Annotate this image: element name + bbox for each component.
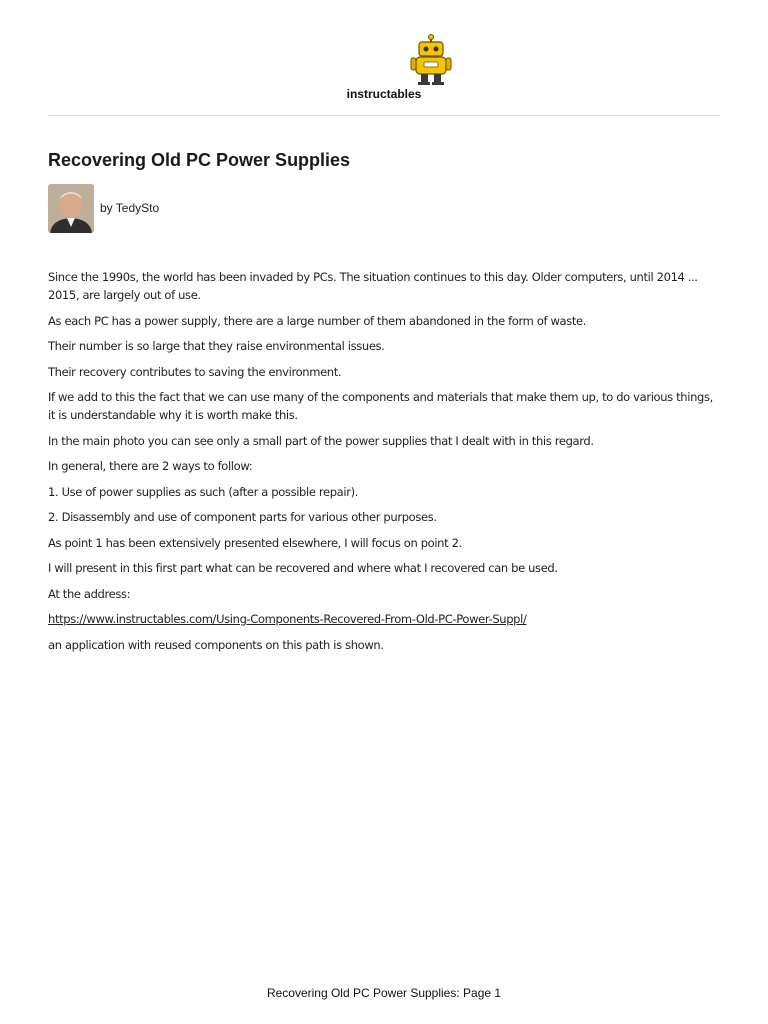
link-paragraph bbox=[48, 610, 720, 628]
paragraph: In the main photo you can see only a small part of the power supplies that I dealt with in this regard. bbox=[48, 433, 594, 448]
logo-wordmark[interactable]: instructables bbox=[346, 87, 422, 101]
paragraph: If we add to this the fact that we can use many of the components and materials that make them up, to do various things, it is understandable why it is worth make this. bbox=[48, 390, 713, 422]
article-body bbox=[48, 268, 720, 661]
paragraph: At the address: bbox=[48, 586, 131, 601]
instructables-link[interactable]: https://www.instructables.com/Using-Components-Recovered-From-Old-PC-Power-Suppl/ bbox=[48, 612, 527, 626]
paragraph: 1. Use of power supplies as such (after a possible repair). bbox=[48, 484, 359, 499]
paragraph: As point 1 has been extensively presented elsewhere, I will focus on point 2. bbox=[48, 535, 462, 550]
paragraph: In general, there are 2 ways to follow: bbox=[48, 459, 253, 473]
paragraph: As each PC has a power supply, there are a large number of them abandoned in the form of waste. bbox=[48, 313, 587, 328]
paragraph: Their recovery contributes to saving the environment. bbox=[48, 364, 342, 379]
page-header bbox=[48, 0, 720, 116]
paragraph: an application with reused components on this path is shown. bbox=[48, 637, 384, 652]
paragraph: Their number is so large that they raise environmental issues. bbox=[48, 339, 385, 353]
page-footer: Recovering Old PC Power Supplies: Page 1 bbox=[266, 986, 502, 1000]
paragraph: Since the 1990s, the world has been invaded by PCs. The situation continues to this day. Older computers, until 2014 ... 2015, are largely out of use. bbox=[48, 270, 698, 302]
article-title: Recovering Old PC Power Supplies bbox=[48, 150, 351, 170]
author-byline[interactable]: by TedySto bbox=[100, 201, 160, 215]
robot-icon[interactable] bbox=[407, 34, 455, 86]
paragraph: 2. Disassembly and use of component parts for various other purposes. bbox=[48, 510, 437, 524]
author-avatar[interactable] bbox=[48, 184, 94, 233]
paragraph: I will present in this first part what can be recovered and where what I recovered can be used. bbox=[48, 561, 558, 575]
